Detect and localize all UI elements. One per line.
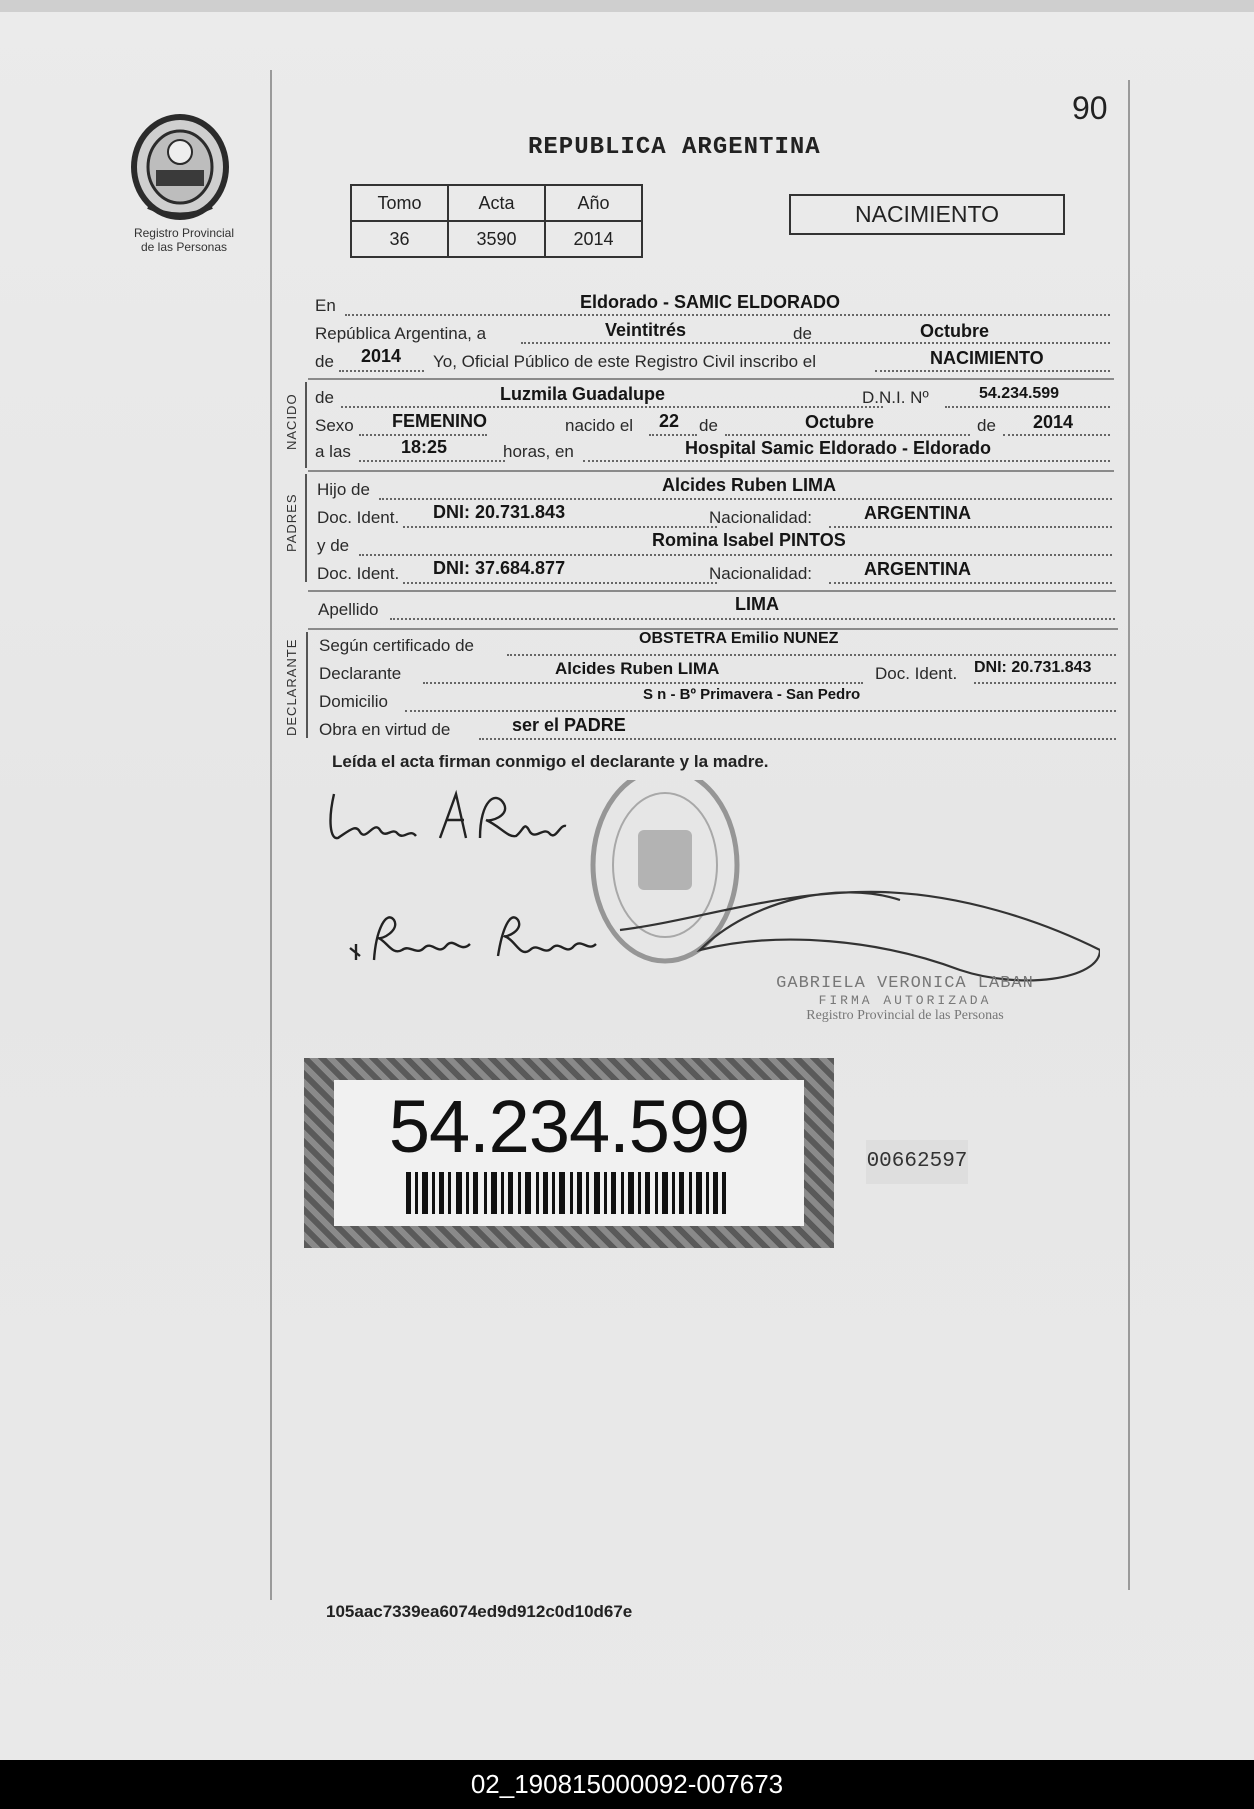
- year-value: 2014: [361, 346, 402, 366]
- month-value: Octubre: [920, 321, 990, 341]
- address-value: S n - Bº Primavera - San Pedro: [643, 686, 861, 703]
- birth-day-value: 22: [659, 411, 680, 431]
- mother-doc-value: DNI: 37.684.877: [433, 558, 566, 578]
- declarante-label: Declarante: [319, 664, 402, 683]
- tomo-label: Tomo: [351, 185, 448, 221]
- intro-row-3: [315, 346, 1110, 380]
- registry-line-1: Registro Provincial: [133, 226, 235, 240]
- de-label: de: [793, 324, 812, 343]
- father-nat-value: ARGENTINA: [864, 503, 971, 523]
- en-label: En: [315, 296, 336, 315]
- horas-label: horas, en: [503, 442, 574, 461]
- father-nat-label: Nacionalidad:: [709, 508, 813, 527]
- declarante-doc-value: DNI: 20.731.843: [974, 659, 1092, 676]
- officer-name: GABRIELA VERONICA LABAN: [776, 974, 1034, 993]
- left-margin-line: [270, 70, 272, 1600]
- de-label-2: de: [699, 416, 718, 435]
- mother-nat-label: Nacionalidad:: [709, 564, 813, 583]
- birth-month-value: Octubre: [805, 412, 875, 432]
- father-doc-value: DNI: 20.731.843: [433, 502, 566, 522]
- nacido-el-label: nacido el: [565, 416, 634, 435]
- top-edge: [0, 0, 1254, 12]
- nacido-row-3: [315, 437, 1110, 470]
- mother-name-value: Romina Isabel PINTOS: [652, 530, 846, 550]
- mother-nat-value: ARGENTINA: [864, 559, 971, 579]
- padres-row-4: [317, 558, 1112, 592]
- right-margin-line: [1128, 80, 1130, 1590]
- registry-caption: [118, 226, 250, 254]
- document-title: REPUBLICA ARGENTINA: [528, 134, 821, 161]
- barcode-label: [304, 1058, 834, 1248]
- record-table: [350, 184, 643, 258]
- officer-signature-icon: [620, 892, 1100, 981]
- officer-text: Yo, Oficial Público de este Registro Civil inscribo el: [433, 352, 816, 371]
- officer-role: FIRMA AUTORIZADA: [818, 993, 992, 1008]
- virtue-value: ser el PADRE: [512, 715, 626, 735]
- anio-value: 2014: [545, 221, 642, 257]
- file-id-footer: 02_190815000092-007673: [0, 1760, 1254, 1809]
- nacido-bracket: [305, 382, 307, 468]
- declarante-name-value: Alcides Ruben LIMA: [555, 659, 720, 678]
- document-hash: 105aac7339ea6074ed9d912c0d10d67e: [326, 1602, 633, 1621]
- yde-label: y de: [317, 536, 350, 555]
- tomo-value: 36: [351, 221, 448, 257]
- declarante-row-4: [319, 715, 1116, 748]
- anio-label: Año: [545, 185, 642, 221]
- officer-block: [770, 974, 1040, 1024]
- official-stamp-icon: [593, 780, 737, 961]
- birth-year-value: 2014: [1033, 412, 1074, 432]
- separator-3: [308, 590, 1116, 592]
- barcode-inner: [334, 1080, 804, 1226]
- dni-label: D.N.I. Nº: [862, 388, 929, 407]
- page-number: 90: [1072, 90, 1108, 126]
- officer-registry: Registro Provincial de las Personas: [806, 1008, 1004, 1023]
- signature-lima-icon: [331, 794, 566, 838]
- registry-line-2: de las Personas: [140, 240, 228, 254]
- sexo-label: Sexo: [315, 416, 354, 435]
- inscription-value: NACIMIENTO: [930, 348, 1044, 368]
- signature-pintos-icon: [350, 917, 596, 960]
- padres-bracket: [305, 474, 307, 582]
- acta-label: Acta: [448, 185, 545, 221]
- provincial-seal-icon: [128, 112, 233, 222]
- sexo-value: FEMENINO: [392, 411, 488, 431]
- apellido-label: Apellido: [318, 600, 379, 619]
- cert-label: Según certificado de: [319, 636, 474, 655]
- de-label-3: de: [977, 416, 996, 435]
- birth-place-value: Hospital Samic Eldorado - Eldorado: [685, 438, 992, 458]
- serial-number: 00662597: [866, 1140, 968, 1184]
- apellido-value: LIMA: [735, 594, 779, 614]
- republica-label: República Argentina, a: [315, 324, 487, 343]
- intro-row-1: [315, 292, 1110, 324]
- acta-value: 3590: [448, 221, 545, 257]
- declarante-section-label: DECLARANTE: [284, 638, 299, 736]
- mother-doc-label: Doc. Ident.: [317, 564, 400, 583]
- cert-value: OBSTETRA Emilio NUNEZ: [639, 630, 839, 647]
- de2-label: de: [315, 352, 334, 371]
- barcode-icon: [406, 1172, 726, 1214]
- father-doc-label: Doc. Ident.: [317, 508, 400, 527]
- padres-section-label: PADRES: [284, 493, 299, 552]
- nacido-de-label: de: [315, 388, 334, 407]
- barcode-number: 54.234.599: [388, 1085, 750, 1168]
- child-dni-value: 54.234.599: [979, 385, 1060, 402]
- declarante-bracket: [306, 632, 308, 738]
- closing-text: Leída el acta firman conmigo el declarante y la madre.: [332, 752, 769, 771]
- declarante-doc-label: Doc. Ident.: [875, 664, 958, 683]
- child-name-value: Luzmila Guadalupe: [500, 384, 666, 404]
- separator-2: [308, 470, 1114, 472]
- hijo-label: Hijo de: [317, 480, 370, 499]
- day-words-value: Veintitrés: [605, 320, 687, 340]
- place-value: Eldorado - SAMIC ELDORADO: [580, 292, 840, 312]
- act-type-box: NACIMIENTO: [789, 194, 1065, 235]
- birth-time-value: 18:25: [401, 437, 448, 457]
- domicilio-label: Domicilio: [319, 692, 388, 711]
- alas-label: a las: [315, 442, 351, 461]
- apellido-row: [318, 594, 1115, 628]
- declarante-row-3: [319, 686, 1116, 720]
- father-name-value: Alcides Ruben LIMA: [662, 475, 837, 495]
- separator-1: [308, 378, 1114, 380]
- obra-label: Obra en virtud de: [319, 720, 451, 739]
- nacido-section-label: NACIDO: [284, 393, 299, 450]
